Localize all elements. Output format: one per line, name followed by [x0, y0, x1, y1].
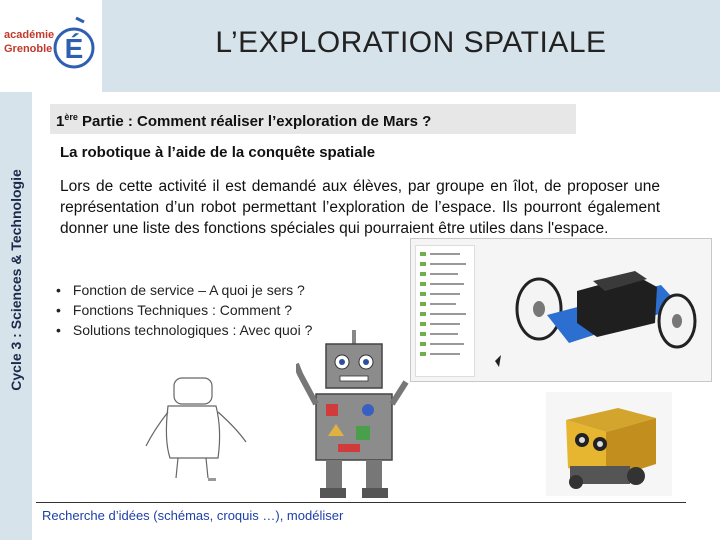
activity-paragraph: Lors de cette activité il est demandé aux élèves, par groupe en îlot, de proposer une représentation d’un robot permettant l’exploration de l’espace. Ils pourront également donner une liste des fonctions spéciales qui pourraient être utiles dans l'espace.: [60, 178, 660, 237]
tree-lines-icon: [416, 246, 474, 376]
robot-sketch-image: [140, 370, 260, 488]
bullet-list: [56, 280, 312, 340]
footer-caption: Recherche d’idées (schémas, croquis …), modéliser: [42, 508, 344, 523]
sketch-robot-icon: [140, 370, 260, 488]
part-title: Partie : Comment réaliser l’exploration de Mars ?: [77, 113, 432, 130]
bullet-glyph: •: [56, 302, 61, 318]
cycle-label: Cycle 3 : Sciences & Technologie: [8, 169, 24, 391]
logo-text: [4, 28, 54, 56]
title-band: [102, 0, 720, 92]
cad-tree-panel: [415, 245, 475, 377]
list-item: [56, 300, 312, 320]
bullet-text: Solutions technologiques : Avec quoi ?: [72, 322, 313, 338]
academie-e-icon: [52, 12, 96, 72]
part-sup: ère: [64, 112, 78, 122]
bullet-text: Fonction de service – A quoi je sers ?: [72, 282, 305, 298]
robot-model-icon: [485, 245, 705, 375]
photo-robot-icon: [546, 392, 672, 496]
list-item: [56, 320, 312, 340]
robot-drawing-image: [296, 324, 412, 504]
drawn-robot-icon: [296, 324, 412, 504]
robot-photo-image: [546, 392, 672, 496]
bullet-text: Fonctions Techniques : Comment ?: [72, 302, 293, 318]
part-heading: [56, 112, 431, 130]
logo-line-1: académie: [4, 29, 55, 41]
bullet-glyph: •: [56, 282, 61, 298]
academie-logo: [0, 0, 100, 92]
footer-divider: [36, 502, 686, 503]
bullet-glyph: •: [56, 322, 61, 338]
logo-line-2: Grenoble: [4, 43, 53, 55]
page-title: L’EXPLORATION SPATIALE: [215, 26, 607, 59]
logo-letter: É: [64, 33, 84, 64]
part-heading-bar: [50, 104, 576, 134]
section-subtitle: La robotique à l’aide de la conquête spatiale: [60, 144, 376, 161]
cad-screenshot-image: [410, 238, 712, 382]
part-number: 1: [56, 113, 65, 130]
list-item: [56, 280, 312, 300]
